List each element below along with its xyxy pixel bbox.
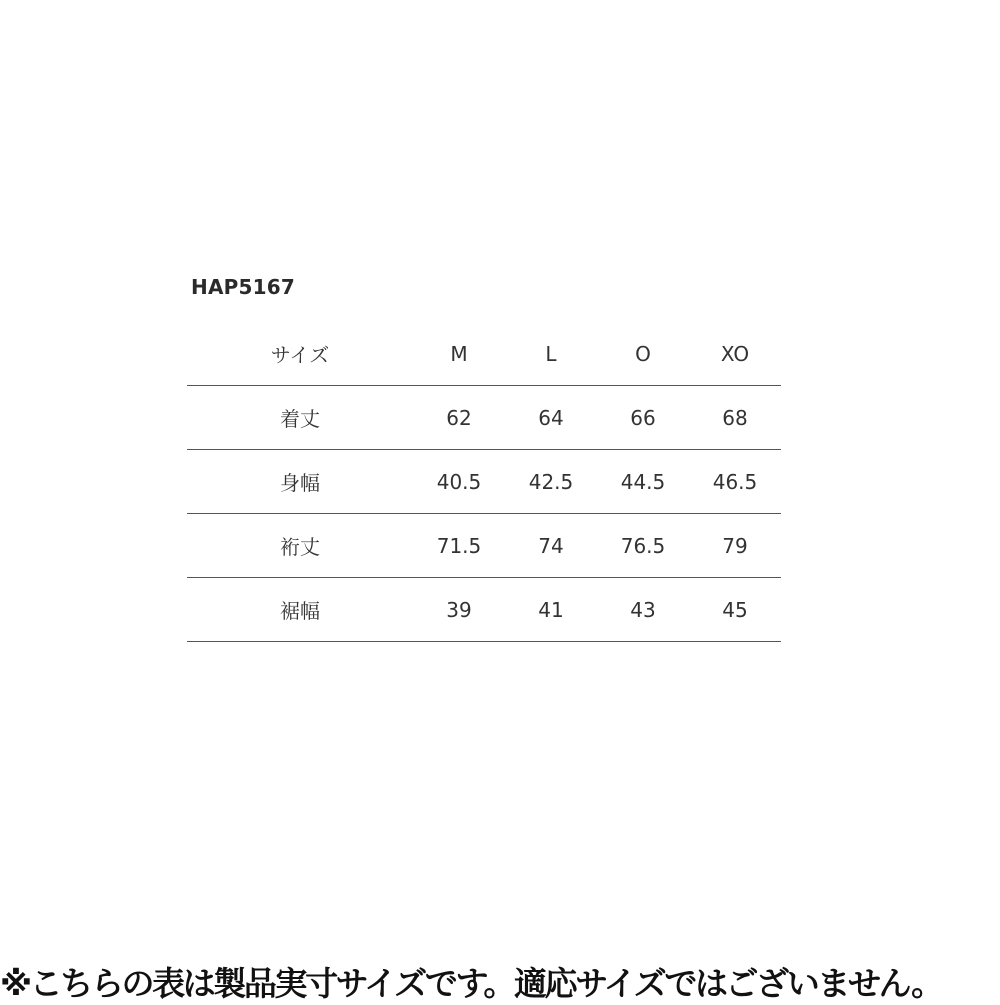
header-size-l: L (545, 341, 557, 366)
table-cell: 76.5 (620, 533, 666, 558)
header-size-xo: XO (720, 341, 750, 366)
table-cell: 66 (630, 405, 656, 430)
table-cell: 39 (446, 597, 472, 622)
table-cell: 41 (538, 597, 564, 622)
table-cell: 45 (722, 597, 748, 622)
table-cell: 40.5 (436, 469, 482, 494)
table-cell: 79 (722, 533, 748, 558)
header-size-o: O (635, 341, 651, 366)
header-size-m: M (450, 341, 468, 366)
table-cell: 71.5 (436, 533, 482, 558)
row-label: 着丈 (280, 407, 320, 431)
table-row (187, 450, 781, 514)
table-cell: 64 (538, 405, 564, 430)
table-row (187, 386, 781, 450)
row-label: 身幅 (280, 471, 320, 495)
product-code: HAP5167 (191, 275, 295, 299)
table-cell: 43 (630, 597, 656, 622)
row-label: 裄丈 (280, 535, 320, 559)
header-label: サイズ (270, 343, 330, 367)
table-cell: 46.5 (712, 469, 758, 494)
table-row (187, 578, 781, 642)
disclaimer-note: ※こちらの表は製品実寸サイズです。適応サイズではございません。 (0, 964, 942, 1003)
table-row (187, 514, 781, 578)
row-label: 裾幅 (280, 599, 320, 623)
table-cell: 74 (538, 533, 564, 558)
table-cell: 42.5 (528, 469, 574, 494)
table-cell: 62 (446, 405, 472, 430)
table-header-row (187, 322, 781, 386)
table-cell: 68 (722, 405, 748, 430)
table-cell: 44.5 (620, 469, 666, 494)
size-table (187, 322, 781, 642)
